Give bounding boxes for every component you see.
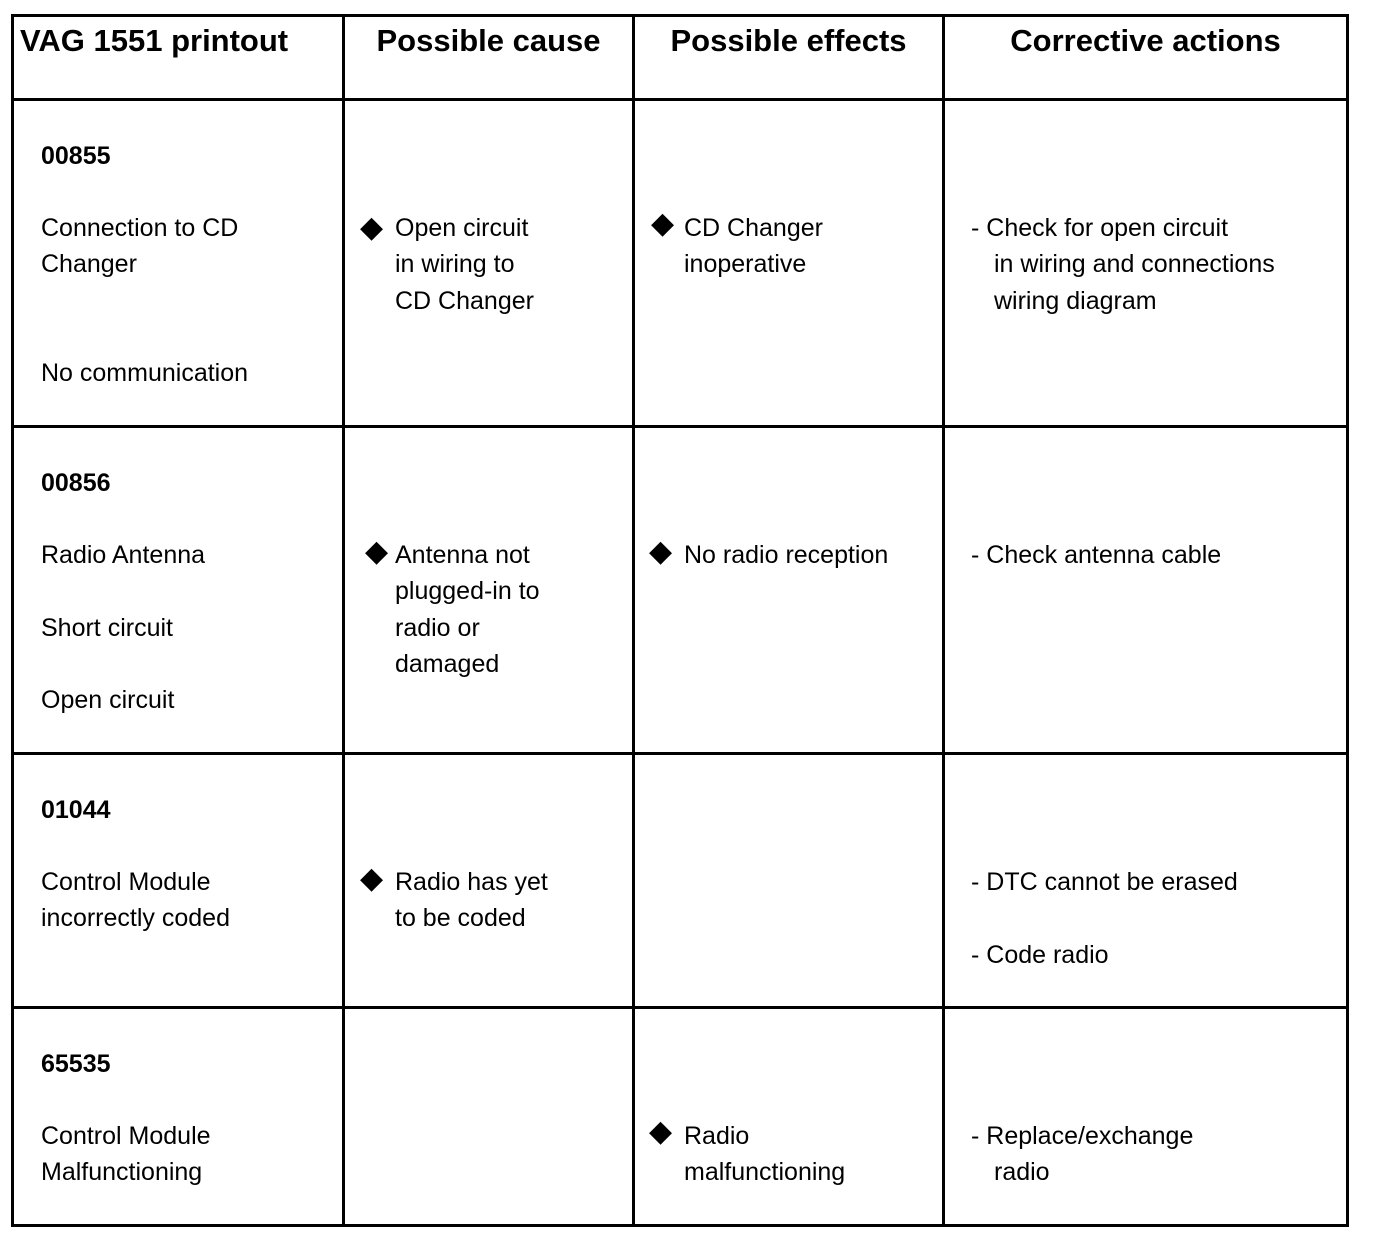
effects-line: malfunctioning	[684, 1158, 846, 1186]
dtc-code: 65535	[41, 1050, 111, 1078]
actions-line: radio	[994, 1158, 1050, 1186]
printout-line: Control Module	[41, 1122, 211, 1150]
printout-line: Control Module	[41, 868, 211, 896]
cause-line: CD Changer	[395, 287, 534, 315]
table-row	[13, 754, 1348, 1008]
cause-line: plugged-in to	[395, 577, 540, 605]
printout-line: Changer	[41, 250, 137, 278]
header-actions: Corrective actions	[944, 16, 1348, 100]
diamond-bullet-icon: ◆	[651, 207, 675, 240]
printout-cell	[13, 100, 344, 427]
printout-cell	[13, 427, 344, 754]
printout-line: Radio Antenna	[41, 541, 206, 569]
printout-line: No communication	[41, 359, 249, 387]
actions-line: - DTC cannot be erased	[971, 868, 1238, 896]
table-row	[13, 427, 1348, 754]
cause-line: in wiring to	[395, 250, 515, 278]
effects-cell	[634, 427, 944, 754]
effects-line: No radio reception	[684, 541, 889, 569]
actions-line: - Check antenna cable	[971, 541, 1222, 569]
effects-line: inoperative	[684, 250, 807, 278]
printout-line: Short circuit	[41, 614, 173, 642]
printout-line: Connection to CD	[41, 214, 239, 242]
diamond-bullet-icon: ◆	[360, 211, 384, 244]
actions-line: - Replace/exchange	[971, 1122, 1194, 1150]
effects-line: CD Changer	[684, 214, 823, 242]
table-row	[13, 1008, 1348, 1226]
table-row	[13, 100, 1348, 427]
cause-cell	[344, 100, 634, 427]
diamond-bullet-icon: ◆	[360, 862, 384, 895]
actions-cell	[944, 427, 1348, 754]
dtc-code: 00856	[41, 469, 111, 497]
header-cause: Possible cause	[344, 16, 634, 100]
actions-line: in wiring and connections	[994, 250, 1275, 278]
printout-line: Malfunctioning	[41, 1158, 203, 1186]
diamond-bullet-icon: ◆	[649, 535, 673, 568]
effects-cell	[634, 754, 944, 1008]
diamond-bullet-icon: ◆	[365, 535, 389, 568]
header-printout: VAG 1551 printout	[13, 16, 344, 100]
diamond-bullet-icon: ◆	[649, 1115, 673, 1148]
cause-line: to be coded	[395, 904, 526, 932]
cause-line: Radio has yet	[395, 868, 548, 896]
dtc-table	[11, 14, 1349, 1227]
actions-cell	[944, 100, 1348, 427]
effects-cell	[634, 100, 944, 427]
cause-cell	[344, 754, 634, 1008]
actions-cell	[944, 754, 1348, 1008]
cause-line: Antenna not	[395, 541, 530, 569]
cause-cell	[344, 1008, 634, 1226]
header-row	[13, 16, 1348, 100]
effects-cell	[634, 1008, 944, 1226]
printout-cell	[13, 1008, 344, 1226]
dtc-code: 00855	[41, 142, 111, 170]
dtc-code: 01044	[41, 796, 111, 824]
header-effects: Possible effects	[634, 16, 944, 100]
actions-cell	[944, 1008, 1348, 1226]
actions-line: wiring diagram	[994, 287, 1157, 315]
cause-line: damaged	[395, 650, 500, 678]
cause-line: radio or	[395, 614, 480, 642]
actions-line: - Check for open circuit	[971, 214, 1229, 242]
actions-line: - Code radio	[971, 941, 1109, 969]
printout-cell	[13, 754, 344, 1008]
cause-line: Open circuit	[395, 214, 529, 242]
printout-line: incorrectly coded	[41, 904, 230, 932]
printout-line: Open circuit	[41, 686, 175, 714]
cause-cell	[344, 427, 634, 754]
effects-line: Radio	[684, 1122, 750, 1150]
